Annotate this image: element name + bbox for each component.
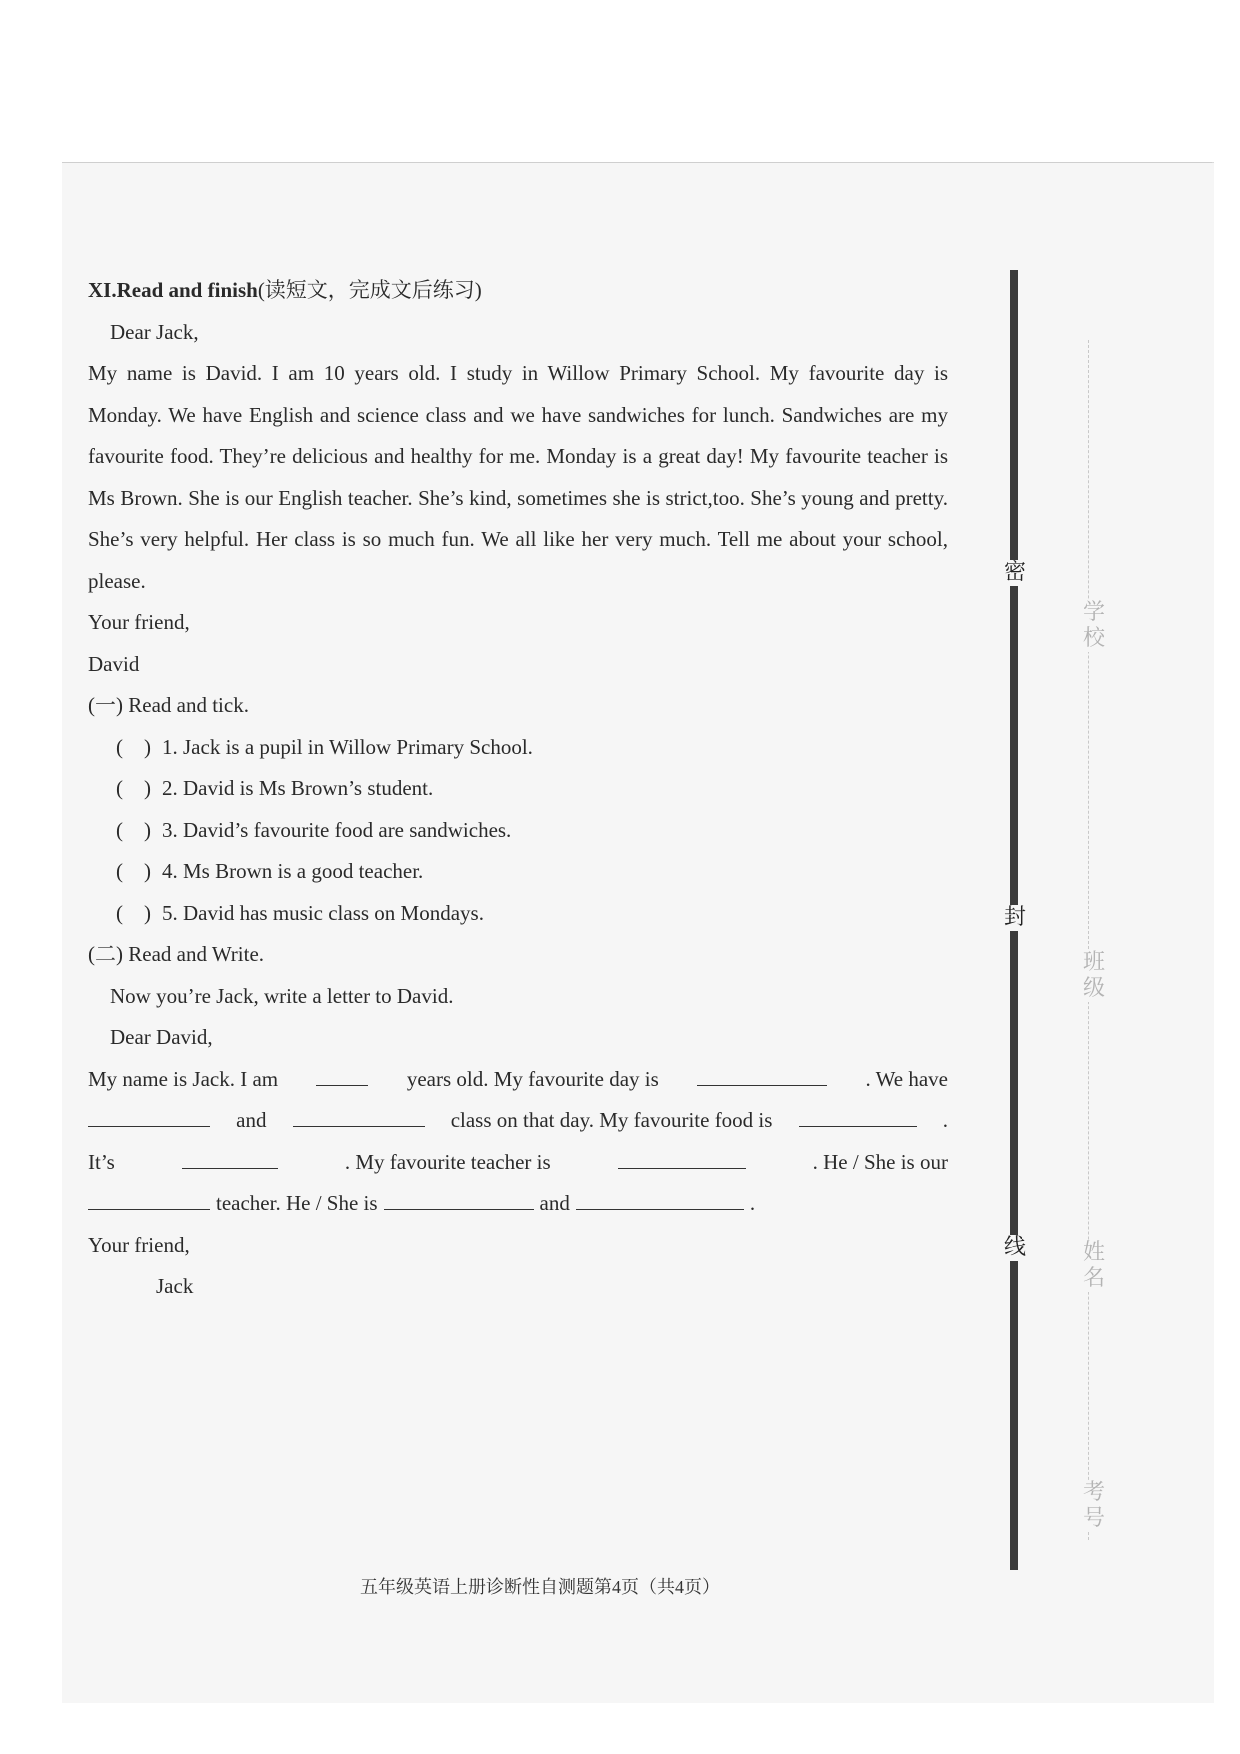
question-1 [88,727,948,769]
field-name: 姓名 [1082,1240,1105,1291]
question-text: 2. David is Ms Brown’s student. [162,776,434,800]
reply-text: . He / She is our [812,1149,948,1174]
answer-paren-2[interactable]: ( ) [116,776,151,800]
answer-paren-3[interactable]: ( ) [116,817,151,842]
field-class: 班级 [1082,950,1105,1001]
field-exam-number: 考号 [1082,1480,1105,1531]
reply-text: years old. My favourite day is [406,1066,659,1091]
blank-food-description[interactable] [182,1142,278,1169]
field-school: 学校 [1082,600,1105,651]
reply-text: My name is Jack. I am [88,1066,279,1091]
reply-text: . [749,1191,756,1215]
letter-body: My name is David. I am 10 years old. I study in Willow Primary School. My favourite day is Monday. We have English and science class and we have sandwiches for lunch. Sandwiches are my favourite food. They’re delicious and healthy for me. Monday is a great day! My favourite teacher is Ms Brown. She is our English teacher. She’s kind, sometimes she is strict,too. She’s young and pretty. She’s very helpful. Her class is so much fun. We all like her very much. Tell me about your school, please. [88,361,948,593]
reply-closing: Your friend, [88,1232,190,1257]
reply-signature: Jack [156,1274,194,1298]
blank-favourite-food[interactable] [799,1100,917,1127]
page-footer: 五年级英语上册诊断性自测题第4页（共4页） [360,1577,720,1597]
blank-class-1[interactable] [88,1100,210,1127]
reply-line-3 [88,1142,948,1184]
answer-paren-1[interactable]: ( ) [116,734,151,759]
question-2 [88,768,948,810]
letter-signature: David [88,651,140,676]
blank-age[interactable] [316,1059,368,1086]
letter-greeting: Dear Jack, [110,319,199,344]
reading-section [88,270,948,1308]
reply-greeting: Dear David, [110,1025,213,1049]
reply-line-1 [88,1059,948,1101]
reply-text: It’s [88,1149,115,1174]
letter-closing: Your friend, [88,610,190,634]
section-title [88,270,948,312]
reply-text: teacher. He / She is [216,1191,378,1215]
reply-text: . We have [865,1066,948,1091]
reply-text: . [942,1108,948,1132]
question-5 [88,893,948,935]
binding-label-feng: 封 [1003,905,1026,930]
blank-trait-2[interactable] [576,1183,744,1210]
question-text: 3. David’s favourite food are sandwiches. [162,817,512,842]
blank-favourite-teacher[interactable] [618,1142,746,1169]
answer-paren-5[interactable]: ( ) [116,900,151,925]
part1-heading: (一) Read and tick. [88,693,249,717]
question-3 [88,810,948,852]
question-text: 4. Ms Brown is a good teacher. [162,859,424,883]
paper-top-edge [62,162,1212,163]
blank-subject[interactable] [88,1183,210,1210]
section-title-en: XI.Read and finish [88,278,258,302]
reply-text: and [236,1108,267,1132]
reply-line-4 [88,1183,948,1225]
blank-favourite-day[interactable] [697,1059,827,1086]
reply-line-2 [88,1100,948,1142]
reply-text: class on that day. My favourite food is [450,1108,773,1132]
question-text: 1. Jack is a pupil in Willow Primary School. [162,734,533,759]
reply-text: and [539,1191,570,1215]
section-title-cn: (读短文，完成文后练习) [257,278,482,302]
student-info-line [1088,340,1090,1540]
part2-instruction: Now you’re Jack, write a letter to David. [110,983,454,1008]
blank-class-2[interactable] [293,1100,425,1127]
binding-label-mi: 密 [1003,560,1026,585]
reply-text: . My favourite teacher is [344,1149,551,1174]
part2-heading: (二) Read and Write. [88,942,265,966]
question-text: 5. David has music class on Mondays. [162,900,484,925]
question-4 [88,851,948,893]
answer-paren-4[interactable]: ( ) [116,859,151,883]
blank-trait-1[interactable] [384,1183,534,1210]
binding-label-xian: 线 [1003,1235,1026,1260]
